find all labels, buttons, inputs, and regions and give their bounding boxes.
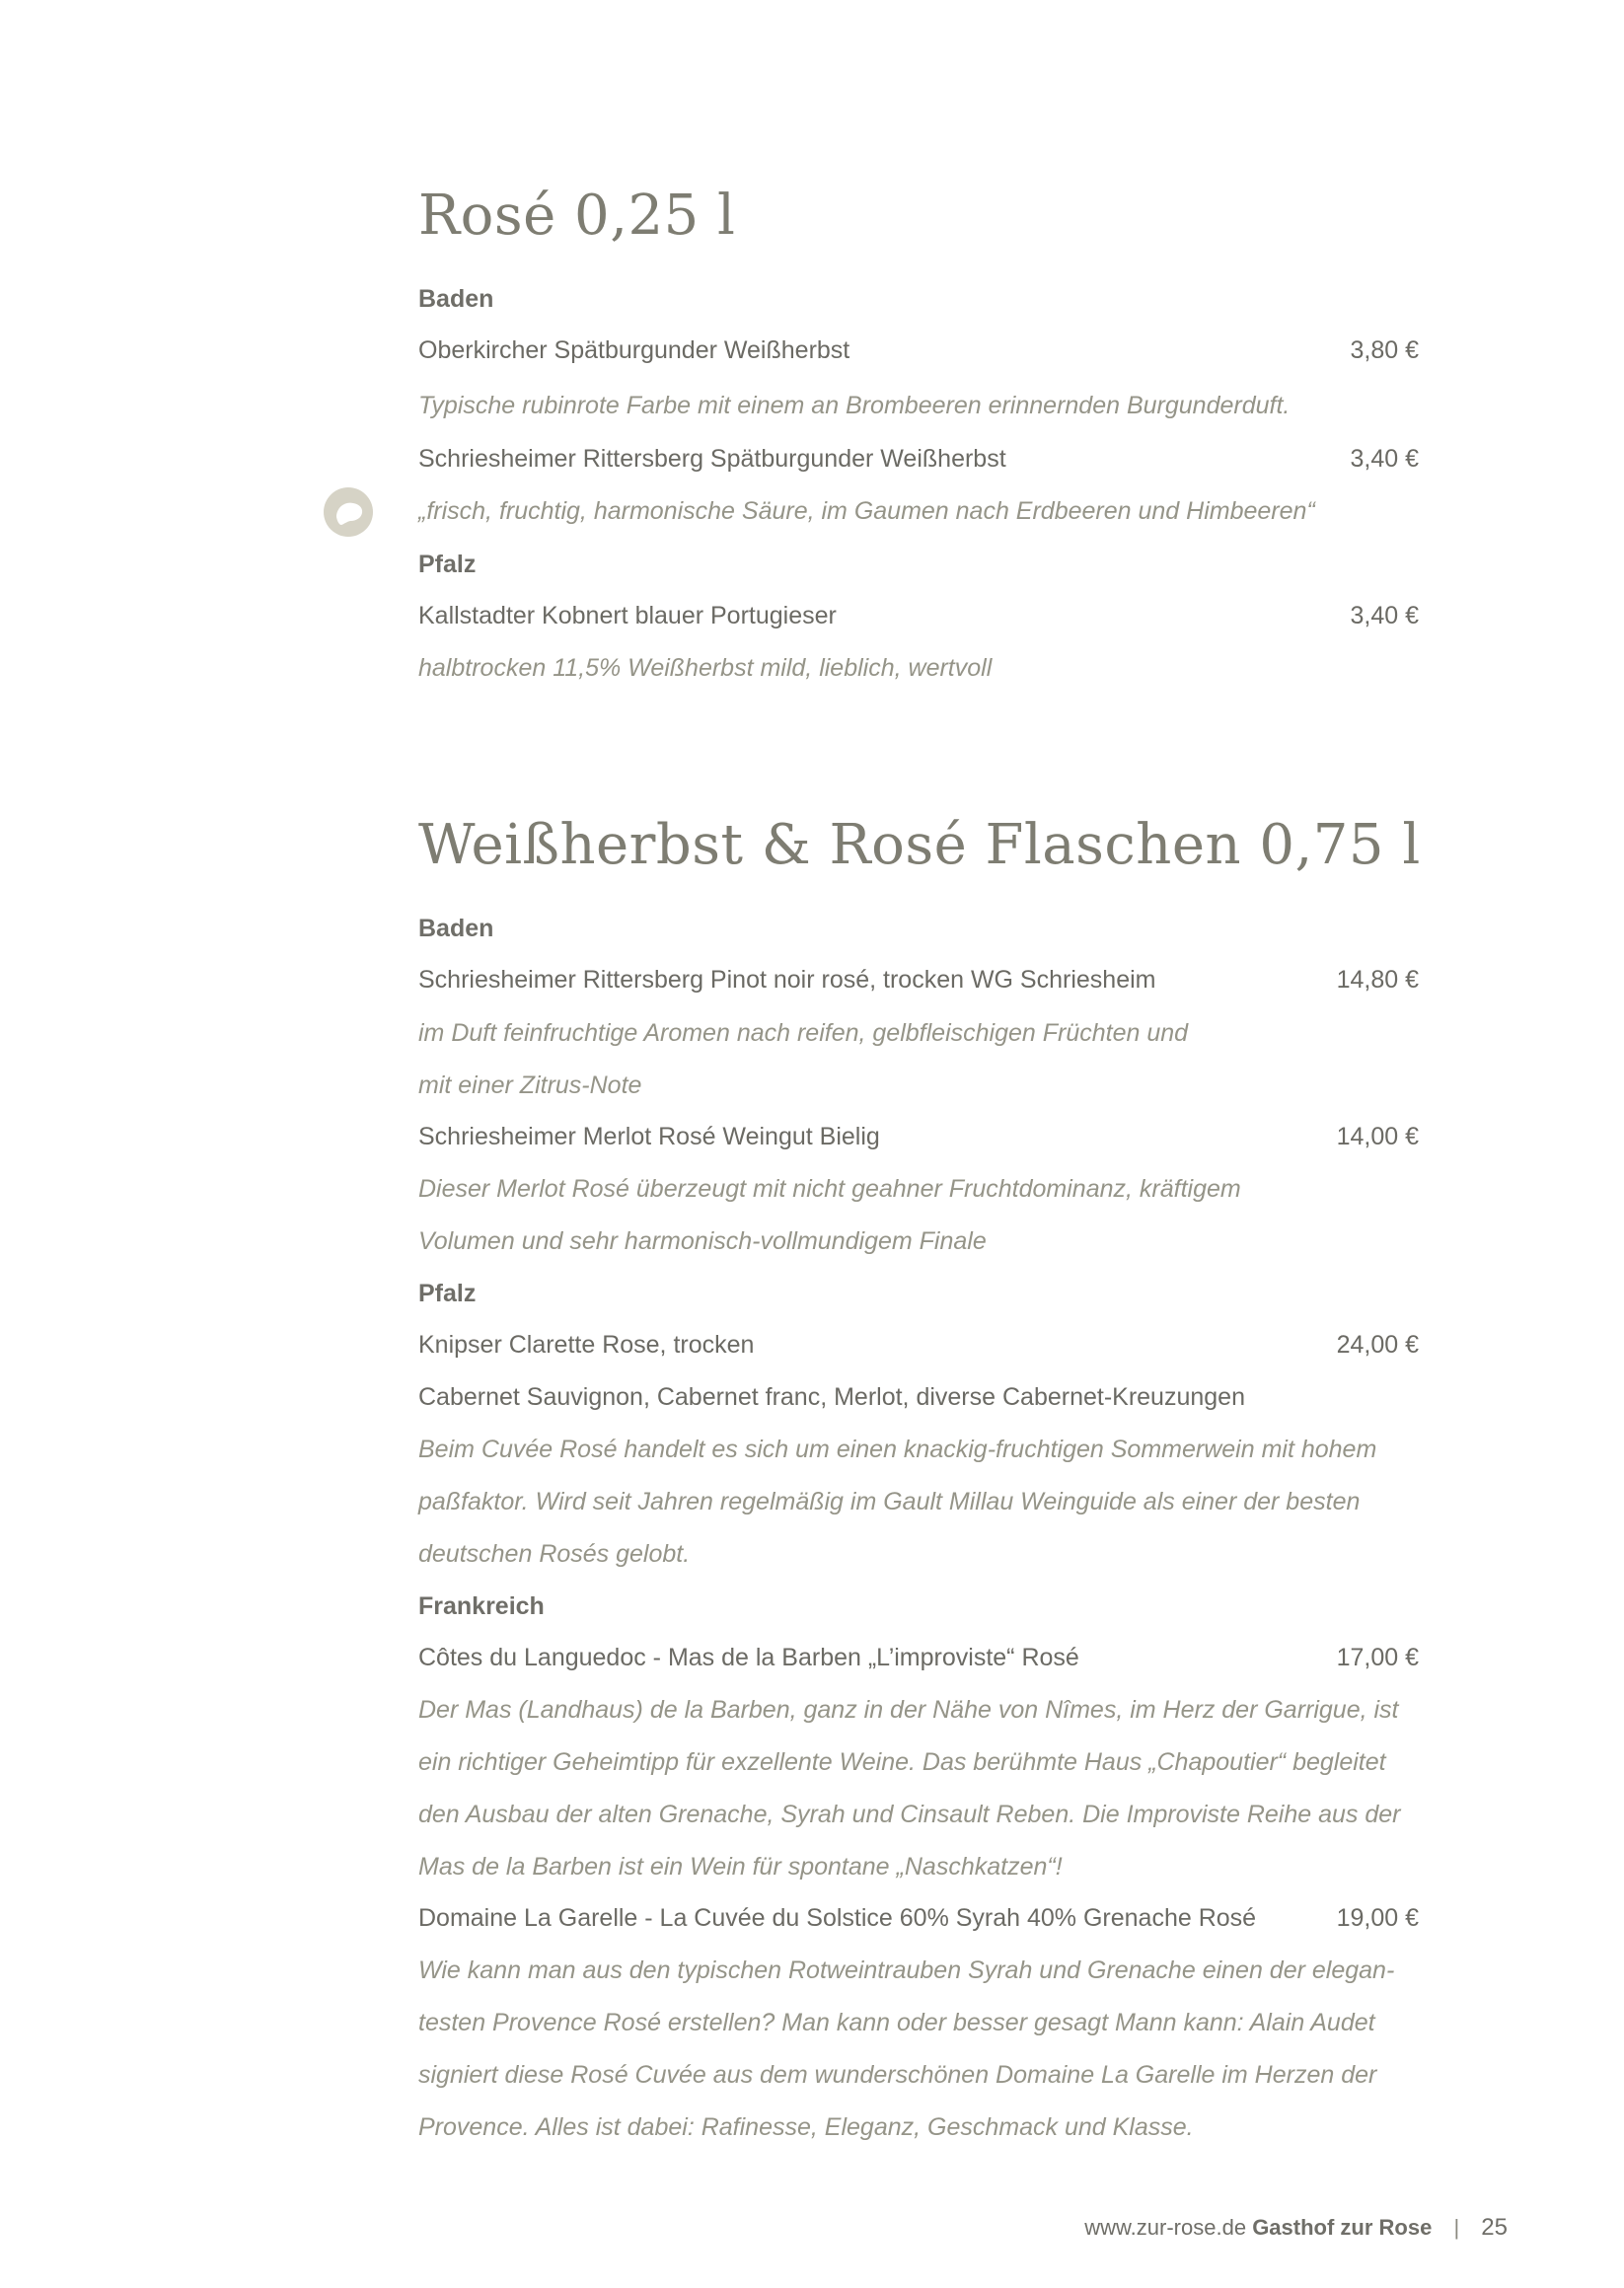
footer-separator: | xyxy=(1453,2215,1460,2240)
wine-description: mit einer Zitrus-Note xyxy=(418,1071,642,1099)
wine-description: Volumen und sehr harmonisch-vollmundigem Finale xyxy=(418,1227,987,1255)
wine-description: Beim Cuvée Rosé handelt es sich um einen knackig-fruchtigen Sommerwein mit hohem xyxy=(418,1436,1377,1463)
footer-url[interactable]: www.zur-rose.de xyxy=(1084,2215,1247,2240)
wine-description: halbtrocken 11,5% Weißherbst mild, lieblich, wertvoll xyxy=(418,654,993,682)
wine-price: 3,40 € xyxy=(1350,602,1419,629)
wine-name: Knipser Clarette Rose, trocken xyxy=(418,1331,755,1359)
wine-price: 19,00 € xyxy=(1336,1904,1419,1932)
wine-price: 24,00 € xyxy=(1336,1331,1419,1359)
region-heading: Baden xyxy=(418,285,494,313)
wine-row xyxy=(418,1644,1419,1683)
wine-description: paßfaktor. Wird seit Jahren regelmäßig im Gault Millau Weinguide als einer der besten xyxy=(418,1488,1361,1515)
wine-description: ein richtiger Geheimtipp für exzellente Weine. Das berühmte Haus „Chapoutier“ begleitet xyxy=(418,1748,1386,1776)
grape-varieties: Cabernet Sauvignon, Cabernet franc, Merlot, diverse Cabernet-Kreuzungen xyxy=(418,1383,1245,1411)
wine-name: Domaine La Garelle - La Cuvée du Solstice 60% Syrah 40% Grenache Rosé xyxy=(418,1904,1257,1932)
wine-row xyxy=(418,602,1419,641)
wine-description: Provence. Alles ist dabei: Rafinesse, Eleganz, Geschmack und Klasse. xyxy=(418,2113,1194,2141)
footer-brand: Gasthof zur Rose xyxy=(1252,2215,1433,2240)
region-heading: Baden xyxy=(418,915,494,942)
wine-description: Der Mas (Landhaus) de la Barben, ganz in der Nähe von Nîmes, im Herz der Garrigue, ist xyxy=(418,1696,1399,1724)
wine-description: im Duft feinfruchtige Aromen nach reifen, gelbfleischigen Früchten und xyxy=(418,1019,1189,1047)
wine-description: testen Provence Rosé erstellen? Man kann oder besser gesagt Mann kann: Alain Audet xyxy=(418,2009,1375,2036)
wine-row xyxy=(418,966,1419,1005)
wine-price: 3,40 € xyxy=(1350,445,1419,473)
wine-name: Schriesheimer Rittersberg Spätburgunder Weißherbst xyxy=(418,445,1006,473)
wine-description: den Ausbau der alten Grenache, Syrah und Cinsault Reben. Die Improviste Reihe aus der xyxy=(418,1801,1401,1828)
wine-name: Côtes du Languedoc - Mas de la Barben „L’improviste“ Rosé xyxy=(418,1644,1079,1671)
wine-name: Schriesheimer Rittersberg Pinot noir rosé, trocken WG Schriesheim xyxy=(418,966,1156,994)
rose-emblem-icon xyxy=(324,487,373,537)
region-heading: Pfalz xyxy=(418,1280,477,1307)
wine-description: Wie kann man aus den typischen Rotweintrauben Syrah und Grenache einen der elegan- xyxy=(418,1956,1395,1984)
wine-description: Dieser Merlot Rosé überzeugt mit nicht geahner Fruchtdominanz, kräftigem xyxy=(418,1175,1241,1203)
wine-name: Oberkircher Spätburgunder Weißherbst xyxy=(418,336,850,364)
region-heading: Pfalz xyxy=(418,551,477,578)
wine-price: 3,80 € xyxy=(1350,336,1419,364)
wine-description: „frisch, fruchtig, harmonische Säure, im Gaumen nach Erdbeeren und Himbeeren“ xyxy=(418,497,1315,525)
wine-description: signiert diese Rosé Cuvée aus dem wunderschönen Domaine La Garelle im Herzen der xyxy=(418,2061,1377,2089)
region-heading: Frankreich xyxy=(418,1592,545,1620)
section-title: Rosé 0,25 l xyxy=(418,184,736,248)
wine-description: deutschen Rosés gelobt. xyxy=(418,1540,691,1568)
wine-name: Schriesheimer Merlot Rosé Weingut Bielig xyxy=(418,1123,880,1150)
wine-row xyxy=(418,1331,1419,1370)
wine-price: 14,80 € xyxy=(1336,966,1419,994)
section-title: Weißherbst & Rosé Flaschen 0,75 l xyxy=(418,813,1421,877)
wine-price: 17,00 € xyxy=(1336,1644,1419,1671)
page-number: 25 xyxy=(1481,2214,1508,2241)
wine-price: 14,00 € xyxy=(1336,1123,1419,1150)
wine-description: Typische rubinrote Farbe mit einem an Brombeeren erinnernden Burgunderduft. xyxy=(418,392,1291,419)
wine-row xyxy=(418,1904,1419,1944)
wine-row xyxy=(418,445,1419,484)
wine-name: Kallstadter Kobnert blauer Portugieser xyxy=(418,602,837,629)
wine-description: Mas de la Barben ist ein Wein für spontane „Naschkatzen“! xyxy=(418,1853,1063,1881)
wine-row xyxy=(418,1123,1419,1162)
wine-row xyxy=(418,336,1419,376)
page-footer xyxy=(1084,2214,1508,2242)
